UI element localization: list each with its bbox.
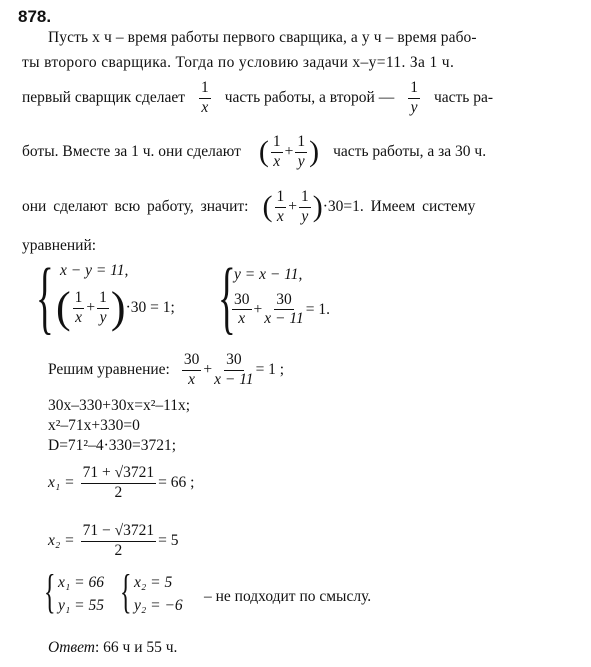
left-brace: { <box>44 565 56 618</box>
frac-numerator: 1 <box>299 189 311 207</box>
frac-denominator: 2 <box>114 483 123 501</box>
equals-one: = 1 ; <box>255 361 285 379</box>
system-1-row-2-tail: ·30 = 1; <box>125 299 175 316</box>
root-x1 <box>48 460 194 506</box>
text-line-2: ты второго сварщика. Тогда по условию задачи x–y=11. За 1 ч. <box>22 54 455 71</box>
sum-fractions-2 <box>263 189 323 225</box>
fraction-1-over-y <box>295 134 307 170</box>
system-1-row-2 <box>56 283 175 332</box>
plus-sign: + <box>203 361 213 379</box>
system-2 <box>218 251 382 342</box>
line3-end: часть ра- <box>433 89 494 107</box>
plus-sign: + <box>288 198 297 216</box>
frac-numerator: 30 <box>274 292 294 310</box>
text-line-5 <box>22 186 475 228</box>
system-1 <box>36 251 192 342</box>
frac-denominator: y <box>410 98 418 116</box>
solution-2-row-1: x₂ = 5 <box>134 574 173 591</box>
plus-sign: + <box>86 299 96 316</box>
x2-result: = 5 <box>158 532 179 550</box>
problem-number: 878. <box>18 7 52 26</box>
right-paren: ) <box>309 135 320 168</box>
equals-one: = 1. <box>305 300 330 318</box>
frac-numerator: 71 − √3721 <box>81 523 157 541</box>
answer-value: : 66 ч и 55 ч. <box>94 639 178 656</box>
frac-denominator: x <box>276 207 284 225</box>
system-1-row-1: x − y = 11, <box>60 262 129 279</box>
frac-numerator: 1 <box>295 134 307 152</box>
fraction-1-over-x <box>271 134 283 170</box>
frac-numerator: 1 <box>408 80 420 98</box>
frac-numerator: 30 <box>232 292 252 310</box>
text-line-4 <box>22 131 486 173</box>
line5-end: ·30=1. Имеем систему <box>322 198 476 216</box>
x2-fraction <box>81 523 157 559</box>
x1-fraction <box>81 465 157 501</box>
frac-denominator: x <box>238 310 246 328</box>
plus-sign: + <box>284 143 294 161</box>
frac-numerator: 1 <box>199 80 211 98</box>
line5-start: они сделают всю работу, значит: <box>22 198 249 216</box>
frac-denominator: x <box>188 370 196 388</box>
frac-denominator: x <box>75 308 82 326</box>
frac-denominator: x − 11 <box>214 370 254 388</box>
left-brace: { <box>120 565 132 618</box>
left-brace: { <box>36 251 54 342</box>
left-paren: ( <box>258 135 269 168</box>
system-2-row-2 <box>230 292 330 328</box>
text-line-6: уравнений: <box>22 237 97 254</box>
solve-equation-line <box>48 348 284 392</box>
left-brace: { <box>218 251 236 342</box>
solution-system-1 <box>44 565 126 618</box>
right-paren: ) <box>312 190 323 223</box>
line3-middle: часть работы, а второй — <box>224 89 395 107</box>
frac-denominator: x <box>273 152 281 170</box>
system-2-row-1: y = x − 11, <box>234 266 303 283</box>
left-paren: ( <box>262 190 273 223</box>
x1-label: x₁ = <box>48 474 75 492</box>
solution-system-2 <box>120 565 202 618</box>
frac-denominator: y <box>99 308 107 326</box>
root-x2 <box>48 518 178 564</box>
x2-label: x₂ = <box>48 532 75 550</box>
equation-line-3: D=71²–4·330=3721; <box>48 437 177 454</box>
left-paren: ( <box>56 283 71 332</box>
equation-line-2: x²–71x+330=0 <box>48 417 140 434</box>
answer-line <box>48 640 177 656</box>
line4-end: часть работы, а за 30 ч. <box>333 143 487 161</box>
frac-numerator: 1 <box>97 290 109 308</box>
frac-denominator: y <box>297 152 305 170</box>
solution-1-row-1: x₁ = 66 <box>58 574 104 591</box>
text-line-3 <box>22 78 493 118</box>
frac-denominator: x − 11 <box>264 310 304 328</box>
answer-label: Ответ <box>48 639 95 656</box>
fraction-30-over-x <box>182 352 202 388</box>
frac-numerator: 71 + √3721 <box>81 465 157 483</box>
equation-line-1: 30x–330+30x=x²–11x; <box>48 397 191 414</box>
fraction-1-over-x <box>199 80 211 116</box>
solve-label: Решим уравнение: <box>48 361 170 379</box>
frac-denominator: x <box>201 98 209 116</box>
solution-1-row-2: y₁ = 55 <box>58 597 104 614</box>
fraction-1-over-x <box>73 290 85 326</box>
frac-numerator: 1 <box>275 189 287 207</box>
line3-start: первый сварщик сделает <box>22 89 185 107</box>
frac-numerator: 30 <box>224 352 244 370</box>
fraction-1-over-y <box>97 290 109 326</box>
sum-fractions-1 <box>259 134 319 170</box>
fraction-1-over-y <box>408 80 420 116</box>
line4-start: боты. Вместе за 1 ч. они сделают <box>22 143 241 161</box>
fraction-30-over-x <box>232 292 252 328</box>
frac-denominator: y <box>301 207 309 225</box>
frac-numerator: 1 <box>271 134 283 152</box>
frac-numerator: 30 <box>182 352 202 370</box>
fraction-30-over-x-minus-11 <box>214 352 253 388</box>
fraction-1-over-x <box>275 189 287 225</box>
frac-denominator: 2 <box>114 541 123 559</box>
solution-2-row-2: y₂ = −6 <box>134 597 183 614</box>
fraction-30-over-x-minus-11 <box>264 292 303 328</box>
right-paren: ) <box>110 283 126 332</box>
text-line-1: Пусть x ч – время работы первого сварщика, а y ч – время рабо- <box>48 29 477 46</box>
x1-result: = 66 ; <box>158 474 195 492</box>
reject-note: – не подходит по смыслу. <box>204 588 372 605</box>
frac-numerator: 1 <box>73 290 85 308</box>
fraction-1-over-y <box>299 189 311 225</box>
plus-sign: + <box>253 300 263 318</box>
